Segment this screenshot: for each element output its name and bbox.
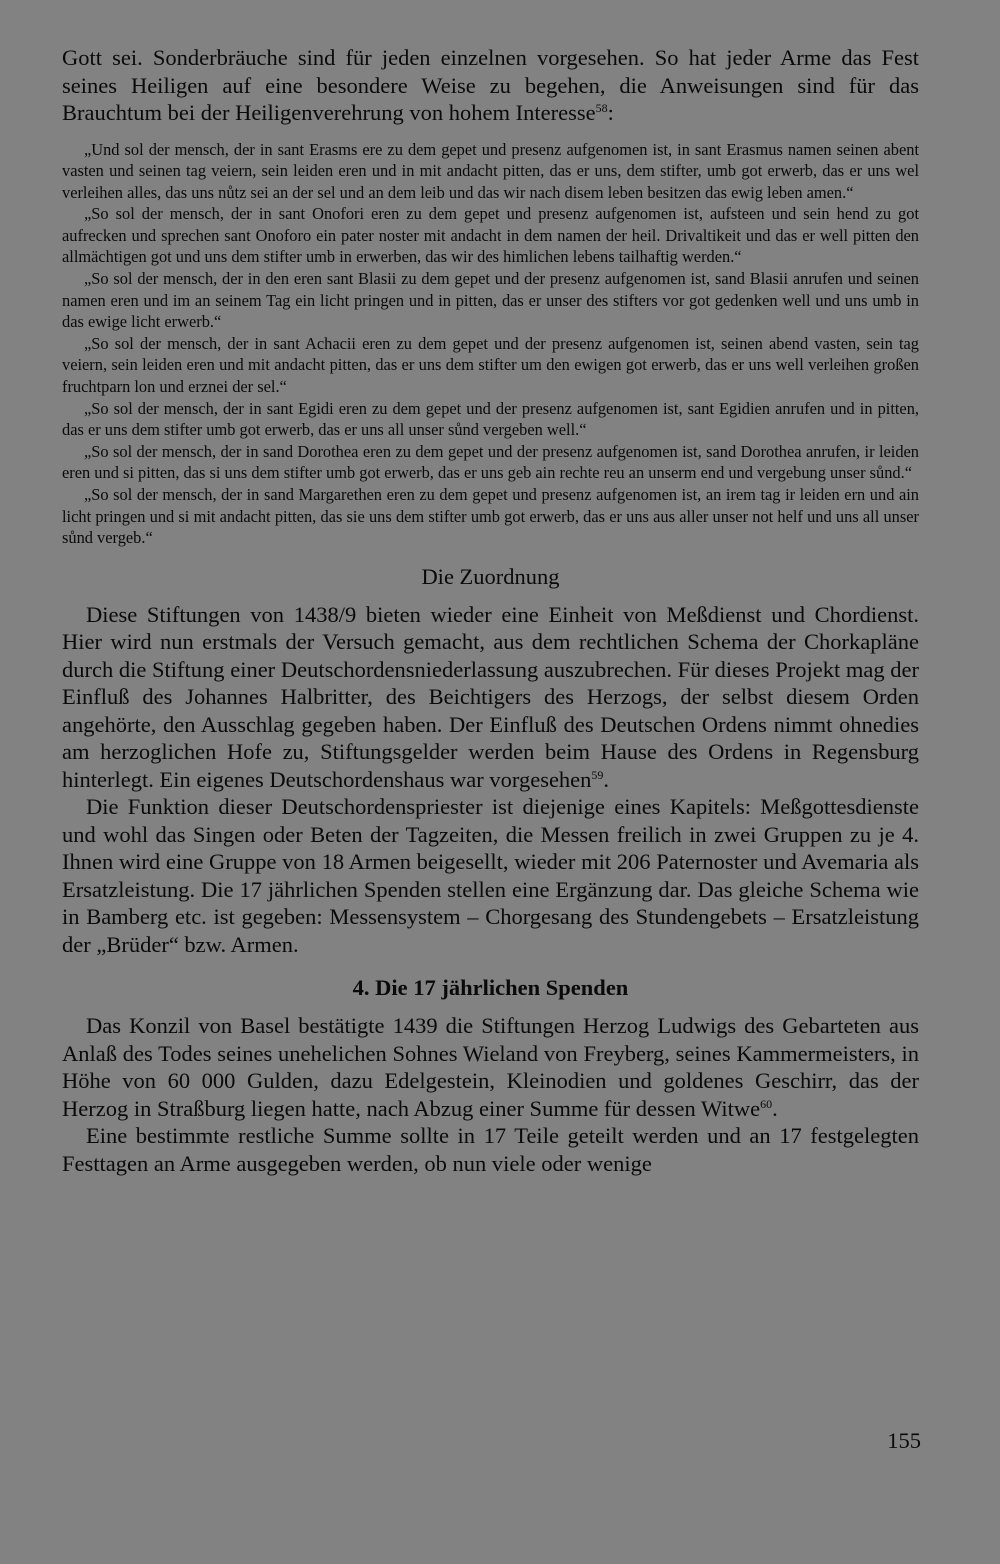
quote-blasii: „So sol der mensch, der in den eren sant Blasii zu dem gepet und der presenz aufgenomen ist, sand Blasii anrufen und seinen namen eren und im an seinem Tag ein licht pringen und in pitten, das er unser des stifters vor got gedenken well und uns umb in das ewige licht erwerb.“: [62, 269, 919, 332]
quoted-instructions: [62, 139, 919, 549]
body-paragraph: Das Konzil von Basel bestätigte 1439 die Stiftungen Herzog Ludwigs des Gebarteten aus Anlaß des Todes seines unehelichen Sohnes Wieland von Freyberg, seines Kammermeisters, in Höhe von 60 000 Gulden, dazu Edelgestein, Kleinodien und goldenes Geschirr, das der Herzog in Straßburg liegen hatte, nach Abzug einer Summe für dessen Witwe$^{60}$.: [62, 1013, 919, 1121]
body-paragraph: Diese Stiftungen von 1438/9 bieten wieder eine Einheit von Meßdienst und Chordienst. Hier wird nun erstmals der Versuch gemacht, aus dem rechtlichen Schema der Chorkapläne durch die Stiftung einer Deutschordensniederlassung auszubrechen. Für dieses Projekt mag der Einfluß des Johannes Halbritter, des Beichtigers des Herzogs, der selbst diesem Orden angehörte, den Ausschlag gegeben haben. Der Einfluß des Deutschen Ordens nimmt ohnedies am herzoglichen Hofe zu, Stiftungsgelder werden beim Hause des Ordens in Regensburg hinterlegt. Ein eigenes Deutschordenshaus war vorgesehen$^{59}$.: [62, 601, 919, 792]
quote-egidi: „So sol der mensch, der in sant Egidi eren zu dem gepet und der presenz aufgenomen ist, sant Egidien anrufen und in pitten, das er uns dem stifter umb got erwerb, das er uns all unser sůnd vergeben well.“: [62, 398, 919, 440]
quote-margarethen: „So sol der mensch, der in sand Margarethen eren zu dem gepet und presenz aufgenomen ist, an irem tag ir leiden ern und ain licht pringen und si mit andacht pitten, das sie uns dem stifter umb got erwerb, das er uns aus aller unser not helf und uns all unser sůnd vergeb.“: [62, 485, 919, 548]
footnote-ref: 60: [760, 1096, 773, 1111]
section-heading-spenden: 4. Die 17 jährlichen Spenden: [352, 975, 629, 1001]
body-paragraph: Die Funktion dieser Deutschordenspriester ist diejenige eines Kapitels: Meßgottesdienste und wohl das Singen oder Beten der Tagzeiten, die Messen freilich in zwei Gruppen zu je 4. Ihnen wird eine Gruppe von 18 Armen beigesellt, wieder mit 206 Paternoster und Avemaria als Ersatzleistung. Die 17 jährlichen Spenden stellen eine Ergänzung dar. Das gleiche Schema wie in Bamberg etc. ist gegeben: Messensystem – Chorgesang des Stundengebets – Ersatzleistung der „Brüder“ bzw. Armen.: [62, 794, 919, 957]
quote-achacii: „So sol der mensch, der in sant Achacii eren zu dem gepet und der presenz aufgenomen ist, seinen abend vasten, sein tag veiern, sein leiden eren und mit andacht pitten, das er uns dem stifter um den ewigen got erwerb, das er uns well verleihen großen fruchtparn lon und erznei der sel.“: [62, 333, 919, 397]
section-heading-zuordnung: Die Zuordnung: [421, 563, 560, 589]
page-number: 155: [887, 1428, 921, 1453]
quote-onofori: „So sol der mensch, der in sant Onofori eren zu dem gepet und presenz aufgenomen ist, aufsteen und sein hend zu got aufrecken und sprechen sant Onoforo ein pater noster mit andacht in dem namen der heil. Drivaltikeit und das er well pitten den allmächtigen got und uns dem stifter umb in erwerben, das wir des himlichen lebens tailhaftig werden.“: [62, 204, 919, 267]
page-content: [62, 44, 919, 1177]
quote-erasmus: „Und sol der mensch, der in sant Erasms ere zu dem gepet und presenz aufgenomen ist, in sant Erasmus namen seinen abent vasten und seinen tag veiern, sein leiden eren und in mit andacht pitten, das er uns, dem stifter, umb got erwerb, das er uns wel verleihen alles, das uns nůtz sei an der sel und an dem leib und das wir nach disem leben besitzen das ewig leben amen.“: [62, 139, 919, 202]
quote-dorothea: „So sol der mensch, der in sand Dorothea eren zu dem gepet und der presenz aufgenomen ist, sand Dorothea anrufen, ir leiden eren und si pitten, das si uns dem stifter umb got erwerb, das er uns geb ain rechte reu an unserm end und vergebung unser sůnd.“: [62, 441, 919, 483]
intro-paragraph: Gott sei. Sonderbräuche sind für jeden einzelnen vorgesehen. So hat jeder Arme das Fest seines Heiligen auf eine besondere Weise zu begehen, die Anweisungen sind für das Brauchtum bei der Heiligenverehrung von hohem Interesse$^{58}$:: [62, 45, 919, 125]
body-paragraph: Eine bestimmte restliche Summe sollte in 17 Teile geteilt werden und an 17 festgelegten Festtagen an Arme ausgegeben werden, ob nun viele oder wenige: [62, 1123, 919, 1176]
footnote-ref: 59: [591, 767, 604, 782]
footnote-ref: 58: [595, 101, 608, 115]
